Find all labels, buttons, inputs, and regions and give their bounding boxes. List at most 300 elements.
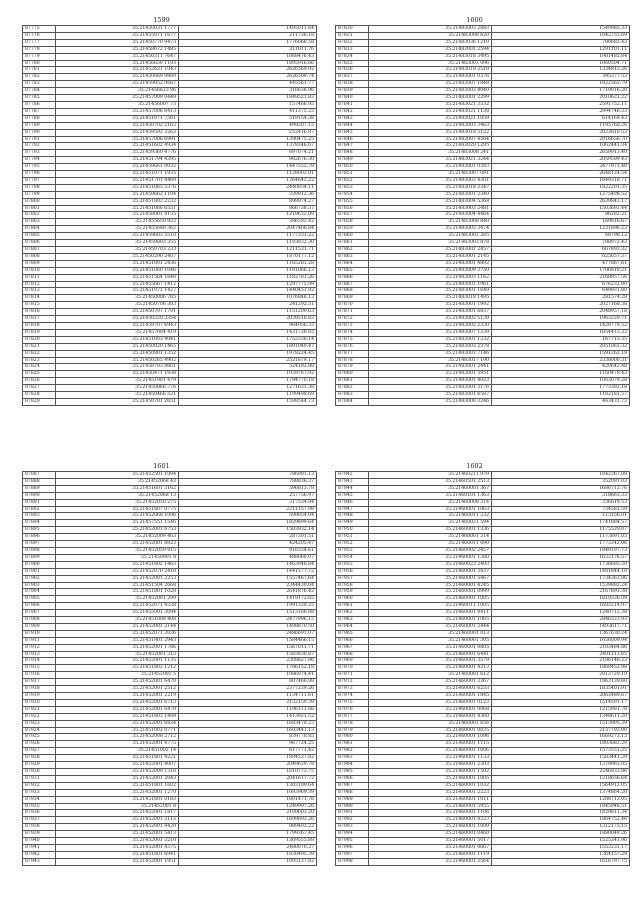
row-coordinate: 35.21460001 1096 [369,734,492,741]
row-value: 2913729.19 [492,672,630,679]
row-coordinate: 35.21483003 878 [369,240,492,247]
row-id: 87947 [336,506,369,513]
table-row [336,796,630,803]
row-value: 1835401.91 [492,686,630,693]
table-row [23,831,317,838]
row-value: 839778.85 [179,734,317,741]
row-id: 87920 [23,699,56,706]
table-row [336,398,630,405]
table-row [336,789,630,796]
table-row [23,32,317,39]
row-value: 2109603.20 [179,810,317,817]
row-id: 87944 [336,485,369,492]
row-value: 281574.28 [492,295,630,302]
row-coordinate: 35.21483001 6587 [369,392,492,399]
row-coordinate: 35.21483001 6837 [369,309,492,316]
row-id: 87890 [23,492,56,499]
row-id: 87975 [336,699,369,706]
table-row [23,844,317,851]
row-id: 87831 [336,32,369,39]
row-id: 87925 [23,734,56,741]
row-id: 87842 [336,108,369,115]
row-id: 87798 [23,184,56,191]
table-row [336,364,630,371]
row-value: 1922563.79 [492,81,630,88]
table-row [23,492,317,499]
row-id: 87922 [23,713,56,720]
table-row [23,610,317,617]
row-value: 2480070.27 [179,844,317,851]
table-row [336,74,630,81]
table-row [336,26,630,33]
row-value: 1776066.58 [179,39,317,46]
row-id: 87787 [23,108,56,115]
table-row [23,136,317,143]
row-value: 1991339.25 [179,603,317,610]
row-id: 87953 [336,547,369,554]
row-coordinate: 35.21455650 922 [56,219,179,226]
row-coordinate: 35.21452001 6470 [56,679,179,686]
row-coordinate: 35.21452001 3210 [56,838,179,845]
table-row [336,803,630,810]
table-row [336,233,630,240]
table-row [23,157,317,164]
table-row [336,267,630,274]
row-id: 87790 [23,129,56,136]
row-id: 87864 [336,260,369,267]
row-value: 2344430.04 [179,582,317,589]
row-id: 87997 [336,851,369,858]
row-value: 1583441.29 [492,755,630,762]
row-value: 1264642.22 [179,177,317,184]
table-row [336,219,630,226]
table-row [336,775,630,782]
row-value: 1493617.71 [492,623,630,630]
row-id: 87989 [336,796,369,803]
row-id: 87960 [336,596,369,603]
table-row [336,322,630,329]
row-value: 1514591.17 [492,699,630,706]
table-row [336,309,630,316]
table-row [336,478,630,485]
row-value: 1830495.39 [179,851,317,858]
table-row [23,247,317,254]
row-coordinate: 35.21483019 1495 [369,295,492,302]
row-value: 1584466.15 [179,637,317,644]
row-coordinate: 35.21450703 233 [56,247,179,254]
row-id: 87905 [23,596,56,603]
row-value: 1819336.09 [492,596,630,603]
row-id: 87777 [23,39,56,46]
row-id: 87961 [336,603,369,610]
table-row [23,281,317,288]
table-row [336,371,630,378]
table-row [23,637,317,644]
row-id: 87910 [23,630,56,637]
row-coordinate: 35.21450706 303 [56,302,179,309]
row-coordinate: 35.21452001 8429 [56,824,179,831]
row-value: 1699693.26 [179,817,317,824]
row-value: 1549985.33 [492,26,630,33]
row-value: 1649318.71 [492,177,630,184]
row-value: 2049629.78 [179,762,317,769]
row-value: 1151209.63 [179,309,317,316]
row-id: 87962 [336,610,369,617]
row-id: 87846 [336,136,369,143]
row-id: 87847 [336,143,369,150]
table-row [23,350,317,357]
row-coordinate: 35.21459662 1104 [56,191,179,198]
table-row [23,46,317,53]
row-id: 87830 [336,26,369,33]
row-value: 1076846.13 [179,295,317,302]
row-id: 87824 [23,364,56,371]
row-value: 1801471.76 [179,796,317,803]
row-value: 649931.80 [492,288,630,295]
table-row [336,713,630,720]
row-id: 87778 [23,46,56,53]
row-value: 1963229.71 [492,316,630,323]
page-title: 1600 [466,16,483,24]
row-id: 87966 [336,637,369,644]
table-row [23,506,317,513]
row-value: 1093969.39 [179,789,317,796]
row-value: 1275498.52 [492,191,630,198]
row-id: 87977 [336,713,369,720]
table-row [336,95,630,102]
table-row [23,288,317,295]
row-coordinate: 35.21452001 1951 [56,858,179,865]
row-coordinate: 35.21483001 1992 [369,302,492,309]
row-coordinate: 35.21483021 3332 [369,101,492,108]
row-value: 1128003.01 [179,171,317,178]
row-coordinate: 35.21483003 3474 [369,226,492,233]
row-coordinate: 35.21452001 1270 [56,789,179,796]
row-id: 87780 [23,60,56,67]
row-id: 87911 [23,637,56,644]
row-coordinate: 35.21451071 1935 [56,171,179,178]
row-coordinate: 35.21451001 2436 [56,260,179,267]
row-id: 87919 [23,693,56,700]
row-coordinate: 35.21483001 2340 [369,191,492,198]
row-id: 87781 [23,67,56,74]
row-value: 157466.95 [179,101,317,108]
table-row [23,472,317,479]
row-coordinate: 35.21451802 1463 [56,561,179,568]
row-id: 87946 [336,499,369,506]
table-row [23,713,317,720]
table-row [336,527,630,534]
row-coordinate: 35.21452071 2036 [56,630,179,637]
row-coordinate: 35.21451803 1489 [56,713,179,720]
table-row [23,568,317,575]
row-coordinate: 35.21450707 1791 [56,309,179,316]
row-id: 87897 [23,541,56,548]
row-value: 676232.90 [492,281,630,288]
row-value: 1379965.05 [492,762,630,769]
row-id: 87786 [23,101,56,108]
row-value: 317534.94 [179,499,317,506]
table-row [23,775,317,782]
table-row [23,630,317,637]
row-coordinate: 35.21460001 1032 [369,782,492,789]
row-id: 87836 [336,67,369,74]
table-row [336,734,630,741]
row-coordinate: 35.21459603 5510 [56,233,179,240]
row-id: 87978 [336,720,369,727]
row-coordinate: 35.21460001 6233 [369,686,492,693]
table-row [23,796,317,803]
table-row [23,371,317,378]
row-coordinate: 35.21460001 1380 [369,554,492,561]
table-row [336,32,630,39]
row-value: 1632176.57 [492,554,630,561]
row-id: 87908 [23,617,56,624]
coordinate-table [335,25,630,406]
row-coordinate: 35.21460011 232 [369,513,492,520]
row-coordinate: 35.21483001 4892 [369,260,492,267]
table-row [23,226,317,233]
row-value: 2401113.65 [492,651,630,658]
row-coordinate: 35.21452009 463 [56,534,179,541]
row-id: 87872 [336,316,369,323]
table-row [336,706,630,713]
table-row [336,499,630,506]
table-row [336,329,630,336]
table-row [336,53,630,60]
row-id: 87792 [23,143,56,150]
row-id: 87832 [336,39,369,46]
row-value: 1312173.15 [492,824,630,831]
row-coordinate: 35.21460001 1115 [369,741,492,748]
row-id: 87794 [23,157,56,164]
table-row [23,115,317,122]
row-id: 87985 [336,768,369,775]
row-value: 1891049.47 [179,343,317,350]
row-value: 1503693.44 [492,205,630,212]
row-coordinate: 35.21460501 2513 [369,478,492,485]
row-id: 87828 [23,392,56,399]
row-value: 519154.38 [179,115,317,122]
table-row [336,281,630,288]
row-value: 1193832.30 [179,240,317,247]
row-coordinate: 35.21483003 4301 [369,177,492,184]
row-value: 445561.77 [179,81,317,88]
row-value: 1215981.78 [492,706,630,713]
row-coordinate: 35.21483007 1848 [369,81,492,88]
row-value: 169816.67 [492,219,630,226]
row-value: 1177331.22 [179,233,317,240]
table-row [336,177,630,184]
row-coordinate: 35.21455001 3094 [56,610,179,617]
row-coordinate: 35.21450770 9473 [56,39,179,46]
row-value: 352091.03 [492,478,630,485]
row-value: 2167893.38 [492,589,630,596]
row-value: 1060504.71 [492,60,630,67]
row-coordinate: 35.21460001 1011 [369,796,492,803]
row-id: 87938 [23,824,56,831]
row-coordinate: 35.21452001 313 [56,651,179,658]
row-id: 87822 [23,350,56,357]
row-coordinate: 35.21483001 3176 [369,385,492,392]
row-coordinate: 35.21451071 1427 [56,288,179,295]
row-value: 1736693.20 [492,561,630,568]
row-value: 252416.87 [179,129,317,136]
row-id: 87904 [23,589,56,596]
row-coordinate: 35.21450702 2163 [56,122,179,129]
row-value: 86282.21 [492,212,630,219]
row-id: 87994 [336,831,369,838]
row-coordinate: 35.21483003 7146 [369,350,492,357]
row-value: 420642.48 [492,364,630,371]
row-coordinate: 35.21459661 0032 [56,164,179,171]
row-coordinate: 35.21458672 1485 [56,46,179,53]
table-row [336,385,630,392]
row-id: 87856 [336,205,369,212]
row-coordinate: 35.21456623 96 [56,88,179,95]
row-value: 2016656.70 [492,136,630,143]
row-value: 1297775.99 [179,281,317,288]
row-id: 87827 [23,385,56,392]
row-id: 87799 [23,191,56,198]
table-row [23,129,317,136]
row-id: 87967 [336,644,369,651]
row-coordinate: 35.21451801 1602 [56,782,179,789]
row-coordinate: 35.21452001 2219 [56,693,179,700]
row-id: 87952 [336,541,369,548]
table-row [23,686,317,693]
table-row [336,150,630,157]
row-id: 87843 [336,115,369,122]
row-coordinate: 35.21460002 2457 [369,547,492,554]
row-value: 1786152.18 [179,665,317,672]
row-id: 87788 [23,115,56,122]
table-row [23,575,317,582]
row-value: 599054.04 [179,513,317,520]
row-coordinate: 35.21460001 2303 [369,762,492,769]
row-id: 87866 [336,274,369,281]
table-row [336,782,630,789]
row-coordinate: 35.21452001 2512 [56,686,179,693]
table-row [336,164,630,171]
row-value: 1668476.43 [179,53,317,60]
row-value: 2186146.23 [492,658,630,665]
row-id: 87857 [336,212,369,219]
row-id: 87955 [336,561,369,568]
row-coordinate: 35.21460001 656 [369,720,492,727]
table-row [23,260,317,267]
row-id: 87826 [23,378,56,385]
row-value: 1752336.14 [179,336,317,343]
row-coordinate: 35.21456007 73 [56,101,179,108]
row-id: 87869 [336,295,369,302]
row-value: 1413921.52 [179,713,317,720]
row-id: 87806 [23,240,56,247]
row-value: 667893.32 [492,247,630,254]
row-value: 1419172.65 [179,596,317,603]
table-row [336,260,630,267]
row-id: 87986 [336,775,369,782]
table-row [336,143,630,150]
row-id: 87859 [336,226,369,233]
row-value: 1441177.72 [179,568,317,575]
table-row [336,81,630,88]
row-coordinate: 35.21450290 2407 [56,253,179,260]
row-value: 2477971.40 [492,164,630,171]
row-value: 1165281.28 [179,260,317,267]
row-value: 1981485.84 [492,53,630,60]
row-coordinate: 35.21450320 3354 [56,316,179,323]
row-id: 87804 [23,226,56,233]
table-row [23,485,317,492]
row-coordinate: 35.21452008 2712 [56,734,179,741]
row-coordinate: 35.21452001 2253 [56,575,179,582]
row-value: 1288713.05 [492,796,630,803]
row-id: 87821 [23,343,56,350]
row-coordinate: 35.21460001 4245 [369,582,492,589]
table-row [336,637,630,644]
row-coordinate: 35.21460021 594 [369,520,492,527]
row-id: 87808 [23,253,56,260]
row-value: 1364157.29 [492,851,630,858]
row-id: 87957 [336,575,369,582]
row-value: 1706810.21 [492,267,630,274]
row-value: 411375.23 [179,108,317,115]
row-coordinate: 35.21452059 815 [56,547,179,554]
table-row [23,108,317,115]
row-value: 1195760.26 [492,122,630,129]
row-id: 87993 [336,824,369,831]
row-id: 87820 [23,336,56,343]
row-id: 87901 [23,568,56,575]
row-id: 87850 [336,164,369,171]
row-value: 1557467.64 [179,575,317,582]
row-value: 211736.18 [179,32,317,39]
row-value: 1669273.15 [492,734,630,741]
row-id: 87783 [23,81,56,88]
row-coordinate: 35.21452001 299 [56,596,179,603]
row-id: 87868 [336,288,369,295]
row-coordinate: 35.21483021 1059 [369,115,492,122]
row-coordinate: 35.21459803 355 [56,240,179,247]
row-id: 87816 [23,309,56,316]
table-row [23,672,317,679]
row-value: 1062441.34 [492,143,630,150]
row-coordinate: 35.21483018 3495 [369,53,492,60]
row-value: 2137793.00 [492,727,630,734]
row-value: 2994746.33 [492,108,630,115]
row-id: 87926 [23,741,56,748]
row-id: 87965 [336,630,369,637]
row-value: 2027168.38 [492,302,630,309]
row-value: 1598544.73 [179,398,317,405]
row-value: 1656009.94 [492,637,630,644]
row-coordinate: 35.21460001 1119 [369,851,492,858]
row-value: 2048957.18 [492,309,630,316]
table-row [336,247,630,254]
table-row [23,53,317,60]
row-value: 488060.07 [179,554,317,561]
row-id: 87909 [23,623,56,630]
coordinate-table [335,471,630,866]
row-coordinate: 35.21460001 8223 [369,817,492,824]
row-coordinate: 35.21452001 4375 [56,844,179,851]
table-row [23,219,317,226]
row-value: 1271631.38 [179,385,317,392]
row-coordinate: 35.21452001 2115 [56,817,179,824]
row-value: 1196111.66 [179,706,317,713]
row-coordinate: 35.21460001 314 [369,534,492,541]
